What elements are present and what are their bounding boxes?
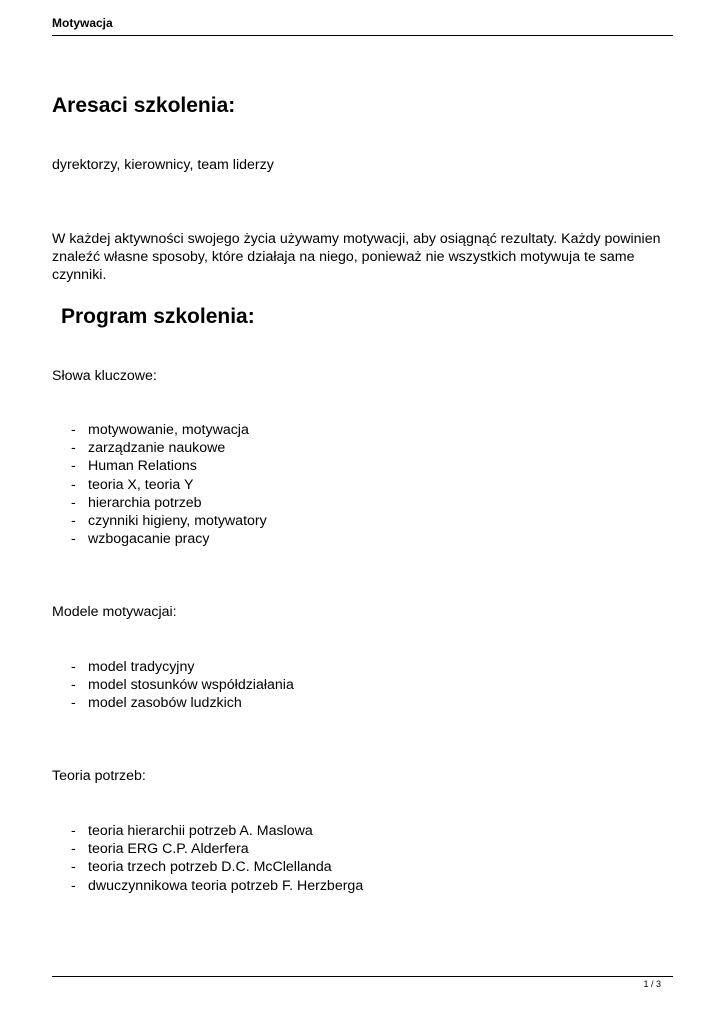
list-item: - Human Relations bbox=[71, 458, 197, 475]
needs-label: Teoria potrzeb: bbox=[52, 768, 146, 784]
intro-paragraph: W każdej aktywności swojego życia używamy motywacji, aby osiągnąć rezultaty. Każdy powinien znaleźć własne sposoby, które działaja na niego, ponieważ nie wszystkich motywuja te same czynniki. bbox=[52, 231, 661, 284]
bullet-dash: - bbox=[71, 877, 76, 894]
audience-text: dyrektorzy, kierownicy, team liderzy bbox=[52, 157, 274, 173]
footer-divider bbox=[52, 976, 673, 977]
bullet-dash: - bbox=[71, 440, 76, 457]
needs-list bbox=[71, 822, 363, 895]
audience-heading: Aresaci szkolenia: bbox=[52, 94, 236, 117]
bullet-dash: - bbox=[71, 422, 76, 438]
bullet-dash: - bbox=[71, 841, 76, 858]
bullet-dash: - bbox=[71, 513, 76, 530]
bullet-dash: - bbox=[71, 531, 76, 548]
page-number: 1 / 3 bbox=[643, 979, 661, 989]
list-item: - dwuczynnikowa teoria potrzeb F. Herzberga bbox=[71, 877, 364, 894]
bullet-dash: - bbox=[71, 458, 76, 475]
list-item: - czynniki higieny, motywatory bbox=[71, 513, 267, 530]
list-item: - wzbogacanie pracy bbox=[71, 531, 210, 548]
list-item: - model tradycyjny bbox=[71, 659, 195, 675]
models-list bbox=[71, 658, 294, 713]
bullet-dash: - bbox=[71, 494, 76, 511]
models-label: Modele motywacjai: bbox=[52, 604, 177, 620]
bullet-dash: - bbox=[71, 695, 76, 712]
list-item: - teoria ERG C.P. Alderfera bbox=[71, 841, 249, 858]
header-divider bbox=[52, 35, 673, 36]
list-item: - hierarchia potrzeb bbox=[71, 494, 202, 511]
list-item: - teoria X, teoria Y bbox=[71, 476, 194, 493]
program-heading: Program szkolenia: bbox=[61, 305, 255, 328]
bullet-dash: - bbox=[71, 677, 76, 694]
bullet-dash: - bbox=[71, 823, 76, 839]
bullet-dash: - bbox=[71, 476, 76, 493]
list-item: - teoria trzech potrzeb D.C. McClellanda bbox=[71, 859, 332, 876]
bullet-dash: - bbox=[71, 659, 76, 675]
keywords-list bbox=[71, 421, 267, 548]
list-item: - teoria hierarchii potrzeb A. Maslowa bbox=[71, 823, 313, 839]
list-item: - model stosunków współdziałania bbox=[71, 677, 294, 694]
list-item: - model zasobów ludzkich bbox=[71, 695, 242, 712]
list-item: - zarządzanie naukowe bbox=[71, 440, 226, 457]
list-item: - motywowanie, motywacja bbox=[71, 422, 249, 438]
bullet-dash: - bbox=[71, 859, 76, 876]
document-header-title: Motywacja bbox=[52, 16, 113, 30]
keywords-label: Słowa kluczowe: bbox=[52, 368, 157, 384]
